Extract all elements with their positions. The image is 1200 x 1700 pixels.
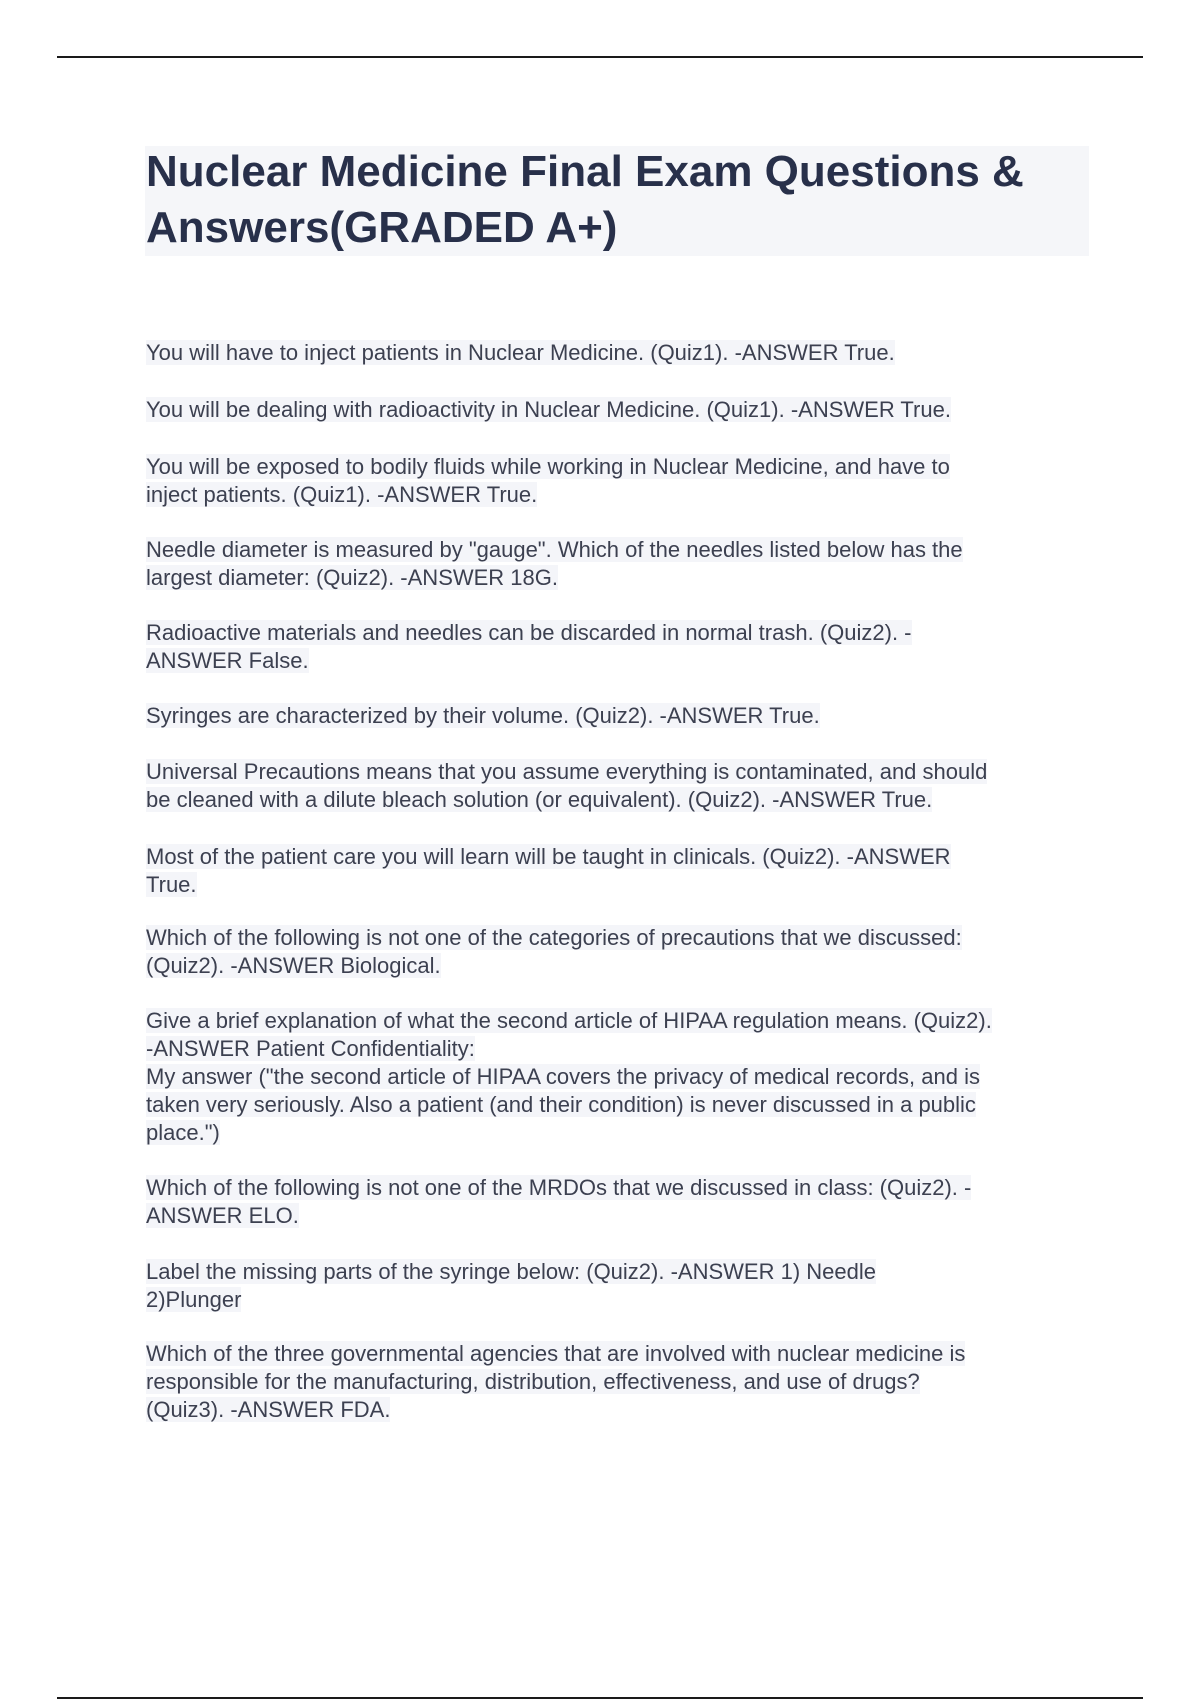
qa-text: Most of the patient care you will learn will be taught in clinicals. (Quiz2). -ANSWER True. <box>146 844 951 897</box>
qa-item <box>146 924 1086 980</box>
qa-text: Universal Precautions means that you assume everything is contaminated, and should be cleaned with a dilute bleach solution (or equivalent). (Quiz2). -ANSWER True. <box>146 759 988 812</box>
qa-item <box>146 339 1086 367</box>
qa-text: You will be exposed to bodily fluids while working in Nuclear Medicine, and have to inject patients. (Quiz1). -ANSWER True. <box>146 454 950 507</box>
qa-item <box>146 396 1086 424</box>
qa-item <box>146 1258 1086 1314</box>
bottom-rule <box>57 1697 1143 1699</box>
qa-text: Radioactive materials and needles can be discarded in normal trash. (Quiz2). - ANSWER False. <box>146 620 912 673</box>
qa-text: Which of the three governmental agencies that are involved with nuclear medicine is responsible for the manufacturing, distribution, effectiveness, and use of drugs? (Quiz3). -ANSWER FDA. <box>146 1341 966 1422</box>
qa-text: You will be dealing with radioactivity in Nuclear Medicine. (Quiz1). -ANSWER True. <box>146 397 951 422</box>
qa-item <box>146 758 1086 814</box>
qa-item <box>146 619 1086 675</box>
qa-item <box>146 843 1086 899</box>
qa-text: You will have to inject patients in Nuclear Medicine. (Quiz1). -ANSWER True. <box>146 340 895 365</box>
qa-item <box>146 702 1086 730</box>
qa-item <box>146 1340 1086 1424</box>
page-title: Nuclear Medicine Final Exam Questions & Answers(GRADED A+) <box>146 147 1024 252</box>
qa-text: Give a brief explanation of what the second article of HIPAA regulation means. (Quiz2). -ANSWER Patient Confidentiality: My answer ("the second article of HIPAA covers the privacy of medical records, and is taken very seriously. Also a patient (and their condition) is never discussed in a public place.") <box>146 1008 992 1145</box>
qa-item <box>146 536 1086 592</box>
top-rule <box>57 56 1143 58</box>
qa-item <box>146 1174 1086 1230</box>
qa-text: Label the missing parts of the syringe below: (Quiz2). -ANSWER 1) Needle 2)Plunger <box>146 1259 876 1312</box>
qa-text: Needle diameter is measured by "gauge". Which of the needles listed below has the largest diameter: (Quiz2). -ANSWER 18G. <box>146 537 963 590</box>
qa-text: Which of the following is not one of the categories of precautions that we discussed: (Quiz2). -ANSWER Biological. <box>146 925 962 978</box>
qa-item <box>146 1007 1086 1147</box>
qa-text: Which of the following is not one of the MRDOs that we discussed in class: (Quiz2). - ANSWER ELO. <box>146 1175 972 1228</box>
qa-text: Syringes are characterized by their volume. (Quiz2). -ANSWER True. <box>146 703 820 728</box>
qa-item <box>146 453 1086 509</box>
